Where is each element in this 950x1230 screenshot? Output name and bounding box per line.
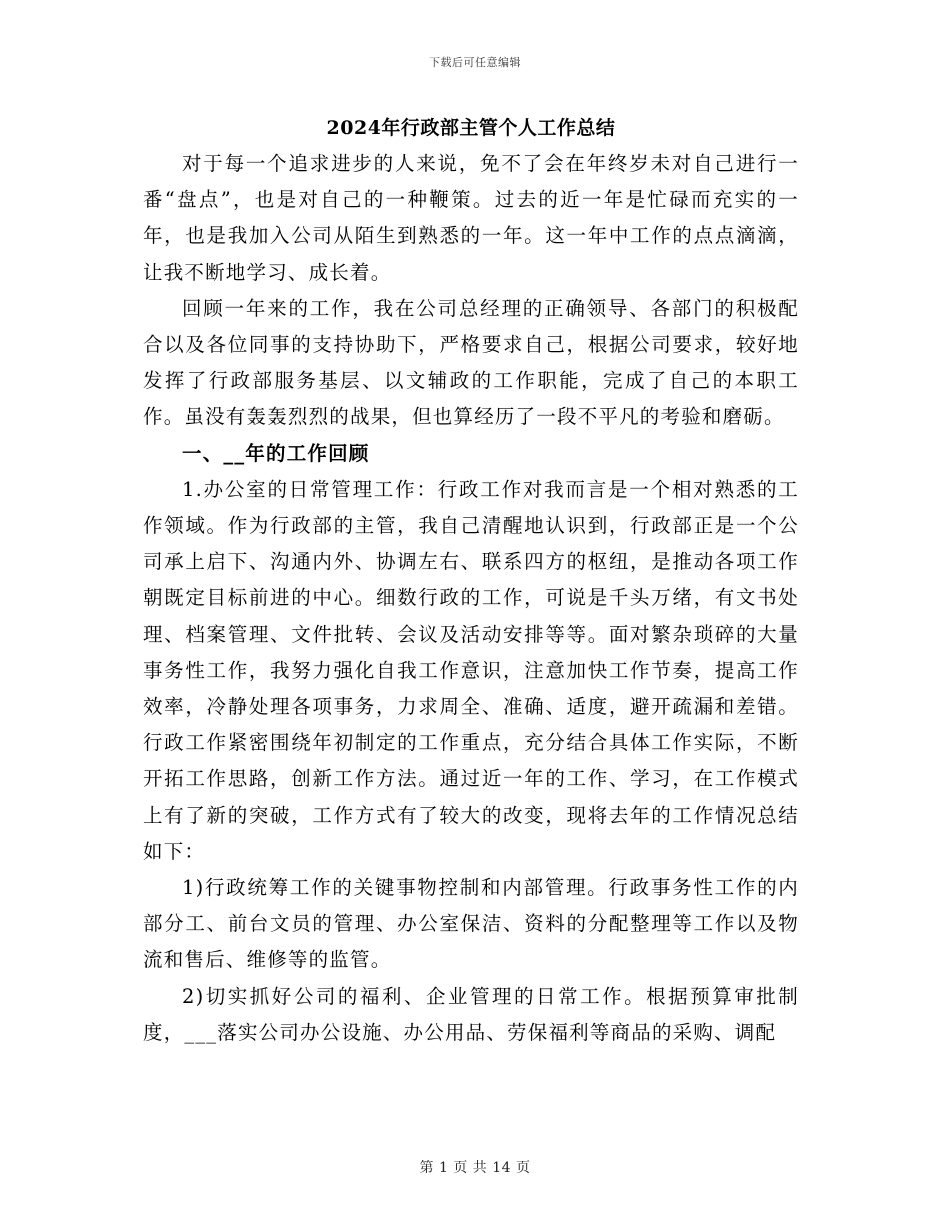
section-heading: 一、__年的工作回顾 bbox=[182, 441, 370, 465]
paragraph-item-1: 1)行政统筹工作的关键事物控制和内部管理。行政事务性工作的内部分工、前台文员的管理、办公室保洁、资料的分配整理等工作以及物流和售后、维修等的监管。 bbox=[143, 876, 799, 972]
paragraph-item-2: 2)切实抓好公司的福利、企业管理的日常工作。根据预算审批制度，___落实公司办公设施、办公用品、劳保福利等商品的采购、调配 bbox=[143, 984, 799, 1044]
paragraph-review: 回顾一年来的工作，我在公司总经理的正确领导、各部门的积极配合以及各位同事的支持协助下，严格要求自己，根据公司要求，较好地发挥了行政部服务基层、以文辅政的工作职能，完成了自己的本职工作。虽没有轰轰烈烈的战果，但也算经历了一段不平凡的考验和磨砺。 bbox=[143, 296, 799, 429]
paragraph-intro: 对于每一个追求进步的人来说，免不了会在年终岁未对自己进行一番“盘点”，也是对自己的一种鞭策。过去的近一年是忙碌而充实的一年，也是我加入公司从陌生到熟悉的一年。这一年中工作的点点滴滴，让我不断地学习、成长着。 bbox=[143, 152, 799, 284]
paragraph-office-management: 1.办公室的日常管理工作：行政工作对我而言是一个相对熟悉的工作领域。作为行政部的主管，我自己清醒地认识到，行政部正是一个公司承上启下、沟通内外、协调左右、联系四方的枢纽，是推动各项工作朝既定目标前进的中心。细数行政的工作，可说是千头万绪，有文书处理、档案管理、文件批转、会议及活动安排等等。面对繁杂琐碎的大量事务性工作，我努力强化自我工作意识，注意加快工作节奏，提高工作效率，冷静处理各项事务，力求周全、准确、适度，避开疏漏和差错。行政工作紧密围绕年初制定的工作重点，充分结合具体工作实际，不断开拓工作思路，创新工作方法。通过近一年的工作、学习，在工作模式上有了新的突破，工作方式有了较大的改变，现将去年的工作情况总结如下： bbox=[143, 477, 799, 863]
page-footer: 第 1 页 共 14 页 bbox=[419, 1160, 531, 1176]
page-header: 下载后可任意编辑 bbox=[429, 56, 521, 69]
document-body bbox=[143, 110, 799, 1051]
document-title: 2024年行政部主管个人工作总结 bbox=[326, 117, 616, 139]
